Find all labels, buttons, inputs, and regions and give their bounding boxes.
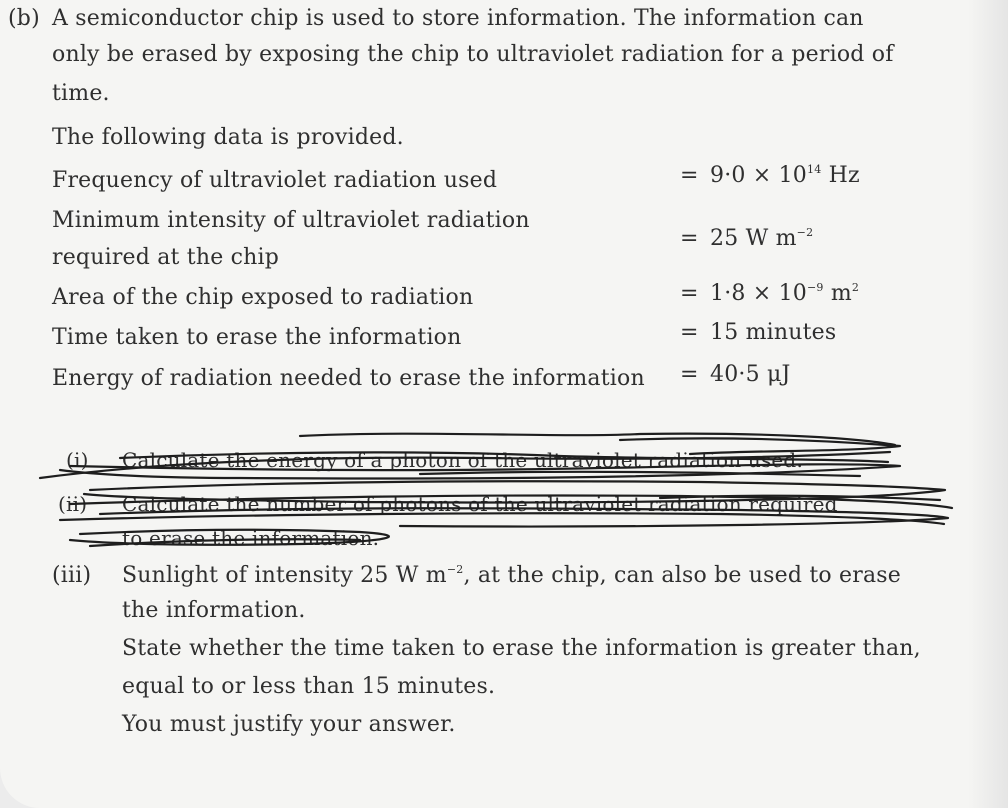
equals-sign: =: [680, 163, 699, 188]
data-label-intensity-line-1: Minimum intensity of ultraviolet radiation: [52, 208, 530, 233]
struck-item-ii-label: (ii): [58, 492, 88, 516]
struck-item-ii-line-2: to erase the information.: [122, 526, 380, 550]
data-label-energy: Energy of radiation needed to erase the information: [52, 366, 645, 391]
equals-sign: =: [680, 320, 699, 345]
struck-item-i-label: (i): [66, 448, 89, 472]
data-label-time: Time taken to erase the information: [52, 325, 462, 350]
data-value-frequency: $9\cdot 0 \times 10^{14}$ Hz: [710, 163, 860, 188]
struck-item-ii-line-1: Calculate the number of photons of the ultraviolet radiation required: [122, 492, 838, 516]
item-iii-line-1: Sunlight of intensity 25 W $m^{-2}$, at the chip, can also be used to erase: [122, 563, 901, 588]
equals-sign: =: [680, 362, 699, 387]
item-iii-line-4: equal to or less than 15 minutes.: [122, 674, 496, 699]
data-label-intensity-line-2: required at the chip: [52, 245, 280, 270]
intro-line-1: A semiconductor chip is used to store information. The information can: [52, 6, 864, 31]
data-label-area: Area of the chip exposed to radiation: [52, 285, 474, 310]
data-value-area: $1\cdot 8 \times 10^{-9}$ $m^2$: [710, 281, 860, 306]
struck-item-i-text: Calculate the energy of a photon of the ultraviolet radiation used.: [122, 448, 803, 472]
data-value-intensity: 25 W $m^{-2}$: [710, 226, 814, 251]
item-iii-line-2: the information.: [122, 598, 306, 623]
data-label-frequency: Frequency of ultraviolet radiation used: [52, 168, 498, 193]
data-value-time: 15 minutes: [710, 320, 837, 345]
equals-sign: =: [680, 226, 699, 251]
item-iii-line-5: You must justify your answer.: [122, 712, 456, 737]
data-value-energy: 40·5 μJ: [710, 362, 791, 387]
part-label: (b): [8, 6, 40, 31]
intro-line-2: only be erased by exposing the chip to ultraviolet radiation for a period of: [52, 42, 894, 67]
equals-sign: =: [680, 281, 699, 306]
item-iii-label: (iii): [52, 563, 92, 588]
item-iii-line-3: State whether the time taken to erase the information is greater than,: [122, 636, 921, 661]
data-heading: The following data is provided.: [52, 125, 404, 150]
intro-line-3: time.: [52, 81, 110, 106]
